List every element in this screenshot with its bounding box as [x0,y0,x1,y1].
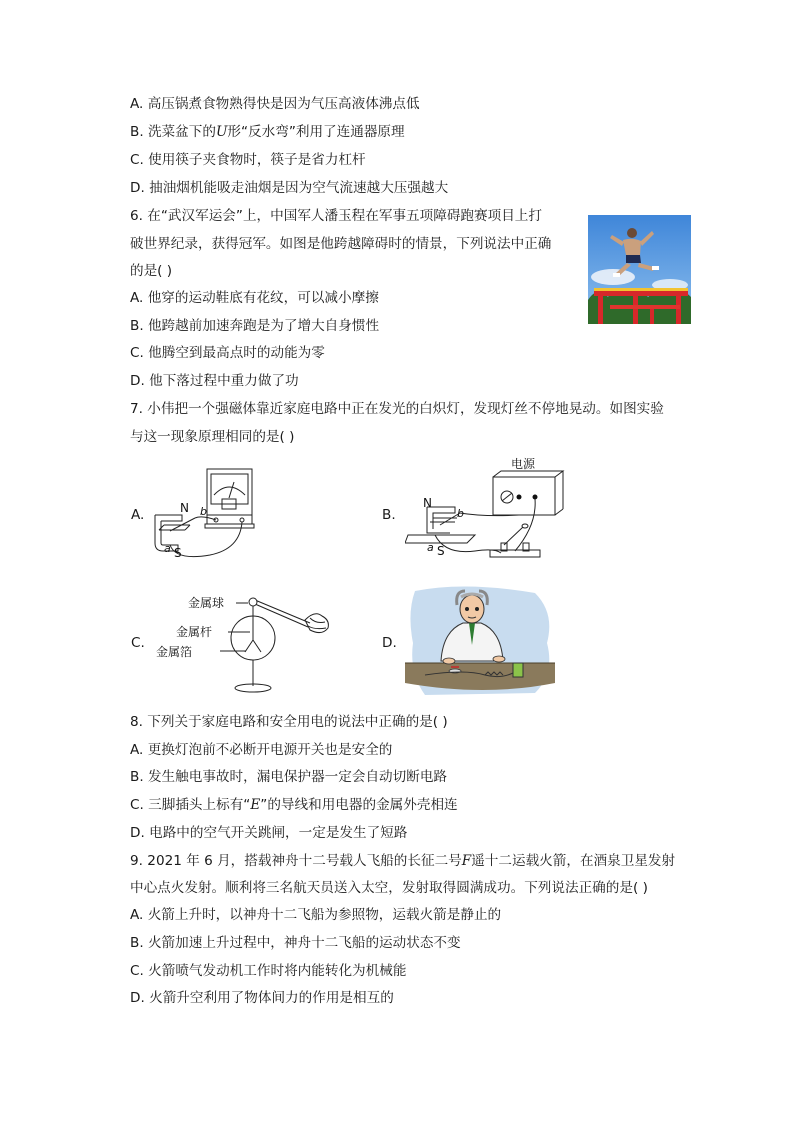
q8-option-c-text-1: C. 三脚插头上标有“ [130,797,251,813]
figure-a-b-label: b [200,505,207,518]
q9-stem-line-1 [130,852,675,870]
q9-stem-line-1-text-1: 9. 2021 年 6 月，搭载神舟十二号载人飞船的长征二号 [130,853,462,869]
hurdle-jump-photo [588,215,691,324]
figure-c-electroscope [150,590,335,695]
q6-option-d: D. 他下落过程中重力做了功 [130,373,299,389]
q6-option-b: B. 他跨越前加速奔跑是为了增大自身惯性 [130,318,380,334]
q8-option-a: A. 更换灯泡前不必断开电源开关也是安全的 [130,742,393,758]
q5-option-b-text-2: 形“反水弯”利用了连通器原理 [227,124,405,140]
figure-c-foil-label: 金属箔 [156,645,193,659]
q7-figure-c-label: C. [131,635,145,651]
q7-figure-a-label: A. [131,507,145,523]
q6-option-c: C. 他腾空到最高点时的动能为零 [130,345,325,361]
figure-c-rod-label: 金属杆 [176,625,213,639]
q5-option-d: D. 抽油烟机能吸走油烟是因为空气流速越大压强越大 [130,180,449,196]
q8-option-c-text-2: ”的导线和用电器的金属外壳相连 [260,797,458,813]
q5-option-b-text-1: B. 洗菜盆下的 [130,124,216,140]
q7-figure-d-label: D. [382,635,397,651]
figure-b-s-label: S [437,544,445,558]
figure-d-scientist-experiment [405,583,555,700]
q9-stem-line-2: 中心点火发射。顺利将三名航天员送入太空，发射取得圆满成功。下列说法正确的是( ) [130,880,648,896]
q7-stem-line-1: 7. 小伟把一个强磁体靠近家庭电路中正在发光的白炽灯，发现灯丝不停地晃动。如图实验 [130,401,664,417]
q9-stem-line-1-text-2: 遥十二运载火箭，在酒泉卫星发射 [471,853,676,869]
q7-stem-line-2: 与这一现象原理相同的是( ) [130,429,295,445]
q8-option-b: B. 发生触电事故时，漏电保护器一定会自动切断电路 [130,769,448,785]
figure-c-ball-label: 金属球 [188,596,225,610]
q8-option-d: D. 电路中的空气开关跳闸，一定是发生了短路 [130,825,408,841]
figure-a-s-label: S [174,546,182,560]
figure-a-magnet-galvanometer [150,465,270,565]
q6-stem-line-2: 破世界纪录，获得冠军。如图是他跨越障碍时的情景，下列说法中正确 [130,236,552,252]
q7-figure-b-label: B. [382,507,396,523]
q5-option-a: A. 高压锅煮食物熟得快是因为气压高液体沸点低 [130,96,420,112]
figure-a-a-label: a [164,542,171,555]
q9-option-d: D. 火箭升空利用了物体间力的作用是相互的 [130,990,394,1006]
q9-stem-line-1-var: F [461,853,472,869]
q9-option-a: A. 火箭上升时，以神舟十二飞船为参照物，运载火箭是静止的 [130,907,502,923]
q9-option-b: B. 火箭加速上升过程中，神舟十二飞船的运动状态不变 [130,935,461,951]
figure-b-b-label: b [457,507,464,520]
q5-option-b [130,123,405,141]
q5-option-c: C. 使用筷子夹食物时，筷子是省力杠杆 [130,152,366,168]
q5-option-b-var: U [215,124,228,140]
q8-option-c-var: E [250,797,261,813]
figure-a-n-label: N [180,501,189,515]
q6-stem-line-1: 6. 在“武汉军运会”上，中国军人潘玉程在军事五项障碍跑赛项目上打 [130,208,542,224]
q8-option-c [130,796,458,814]
figure-b-power-label: 电源 [511,457,536,471]
figure-b-n-label: N [423,496,432,510]
figure-b-magnet-power-supply [405,455,565,570]
q6-stem-line-3: 的是( ) [130,263,173,279]
q6-option-a: A. 他穿的运动鞋底有花纹，可以减小摩擦 [130,290,379,306]
figure-b-a-label: a [427,541,434,554]
q8-stem: 8. 下列关于家庭电路和安全用电的说法中正确的是( ) [130,714,448,730]
q9-option-c: C. 火箭喷气发动机工作时将内能转化为机械能 [130,963,407,979]
